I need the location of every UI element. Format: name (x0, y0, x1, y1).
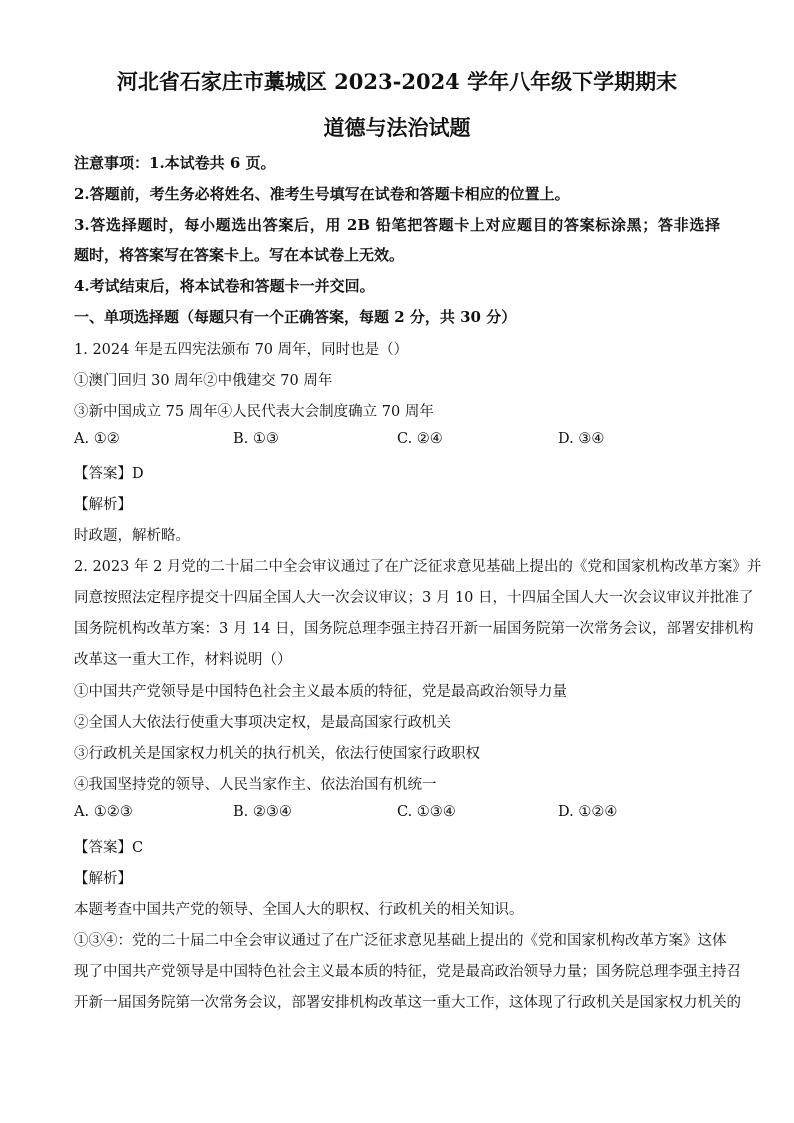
q1-option-a: A. ①② (74, 431, 120, 447)
q1-item-1: ①澳门回归 30 周年②中俄建交 70 周年 (74, 373, 333, 389)
q1-answer: 【答案】D (74, 466, 144, 482)
q2-analysis-line-2: ①③④：党的二十届二中全会审议通过了在广泛征求意见基础上提出的《党和国家机构改革方案》这体 (74, 933, 727, 949)
q2-item-4: ④我国坚持党的领导、人民当家作主、依法治国有机统一 (74, 777, 437, 793)
q2-option-c: C. ①③④ (397, 804, 456, 820)
q1-analysis: 时政题，解析略。 (74, 528, 190, 544)
q2-stem-line-3: 国务院机构改革方案：3 月 14 日，国务院总理李强主持召开新一届国务院第一次常务会议，部署安排机构 (74, 621, 754, 637)
q2-analysis-line-4: 开新一届国务院第一次常务会议，部署安排机构改革这一重大工作，这体现了行政机关是国家权力机关的 (74, 995, 741, 1011)
note-3: 3.答选择题时，每小题选出答案后，用 2B 铅笔把答题卡上对应题目的答案标涂黑；答非选择 (74, 216, 720, 234)
q1-option-b: B. ①③ (233, 431, 279, 447)
note-3-cont: 题时，将答案写在答案卡上。写在本试卷上无效。 (74, 246, 405, 264)
q2-item-1: ①中国共产党领导是中国特色社会主义最本质的特征，党是最高政治领导力量 (74, 684, 567, 700)
q2-analysis-label: 【解析】 (74, 871, 132, 887)
note-4: 4.考试结束后，将本试卷和答题卡一并交回。 (74, 277, 375, 295)
q2-option-b: B. ②③④ (233, 804, 292, 820)
q2-answer: 【答案】C (74, 840, 144, 856)
section-heading: 一、单项选择题（每题只有一个正确答案，每题 2 分，共 30 分） (74, 308, 517, 326)
q2-option-d: D. ①②④ (558, 804, 618, 820)
q2-stem-line-2: 同意按照法定程序提交十四届全国人大一次会议审议；3 月 10 日，十四届全国人大一次会议审议并批准了 (74, 590, 754, 606)
q2-option-a: A. ①②③ (74, 804, 133, 820)
exam-title-line2: 道德与法治试题 (323, 115, 471, 140)
q2-stem-line-1: 2. 2023 年 2 月党的二十届二中全会审议通过了在广泛征求意见基础上提出的《党和国家机构改革方案》并 (74, 559, 762, 575)
q1-option-d: D. ③④ (558, 431, 605, 447)
exam-title-line1: 河北省石家庄市藁城区 2023-2024 学年八年级下学期期末 (116, 69, 678, 94)
note-1: 注意事项：1.本试卷共 6 页。 (74, 154, 276, 172)
q2-item-3: ③行政机关是国家权力机关的执行机关，依法行使国家行政职权 (74, 746, 480, 762)
q1-analysis-label: 【解析】 (74, 497, 132, 513)
q2-analysis-line-3: 现了中国共产党领导是中国特色社会主义最本质的特征，党是最高政治领导力量；国务院总理李强主持召 (74, 964, 741, 980)
q1-option-c: C. ②④ (397, 431, 443, 447)
note-2: 2.答题前，考生务必将姓名、准考生号填写在试卷和答题卡相应的位置上。 (74, 185, 570, 203)
q2-analysis-line-1: 本题考查中国共产党的领导、全国人大的职权、行政机关的相关知识。 (74, 902, 524, 918)
q1-stem: 1. 2024 年是五四宪法颁布 70 周年，同时也是（） (74, 342, 409, 358)
q2-item-2: ②全国人大依法行使重大事项决定权，是最高国家行政机关 (74, 715, 451, 731)
q1-item-2: ③新中国成立 75 周年④人民代表大会制度确立 70 周年 (74, 404, 434, 420)
q2-stem-line-4: 改革这一重大工作，材料说明（） (74, 652, 292, 668)
